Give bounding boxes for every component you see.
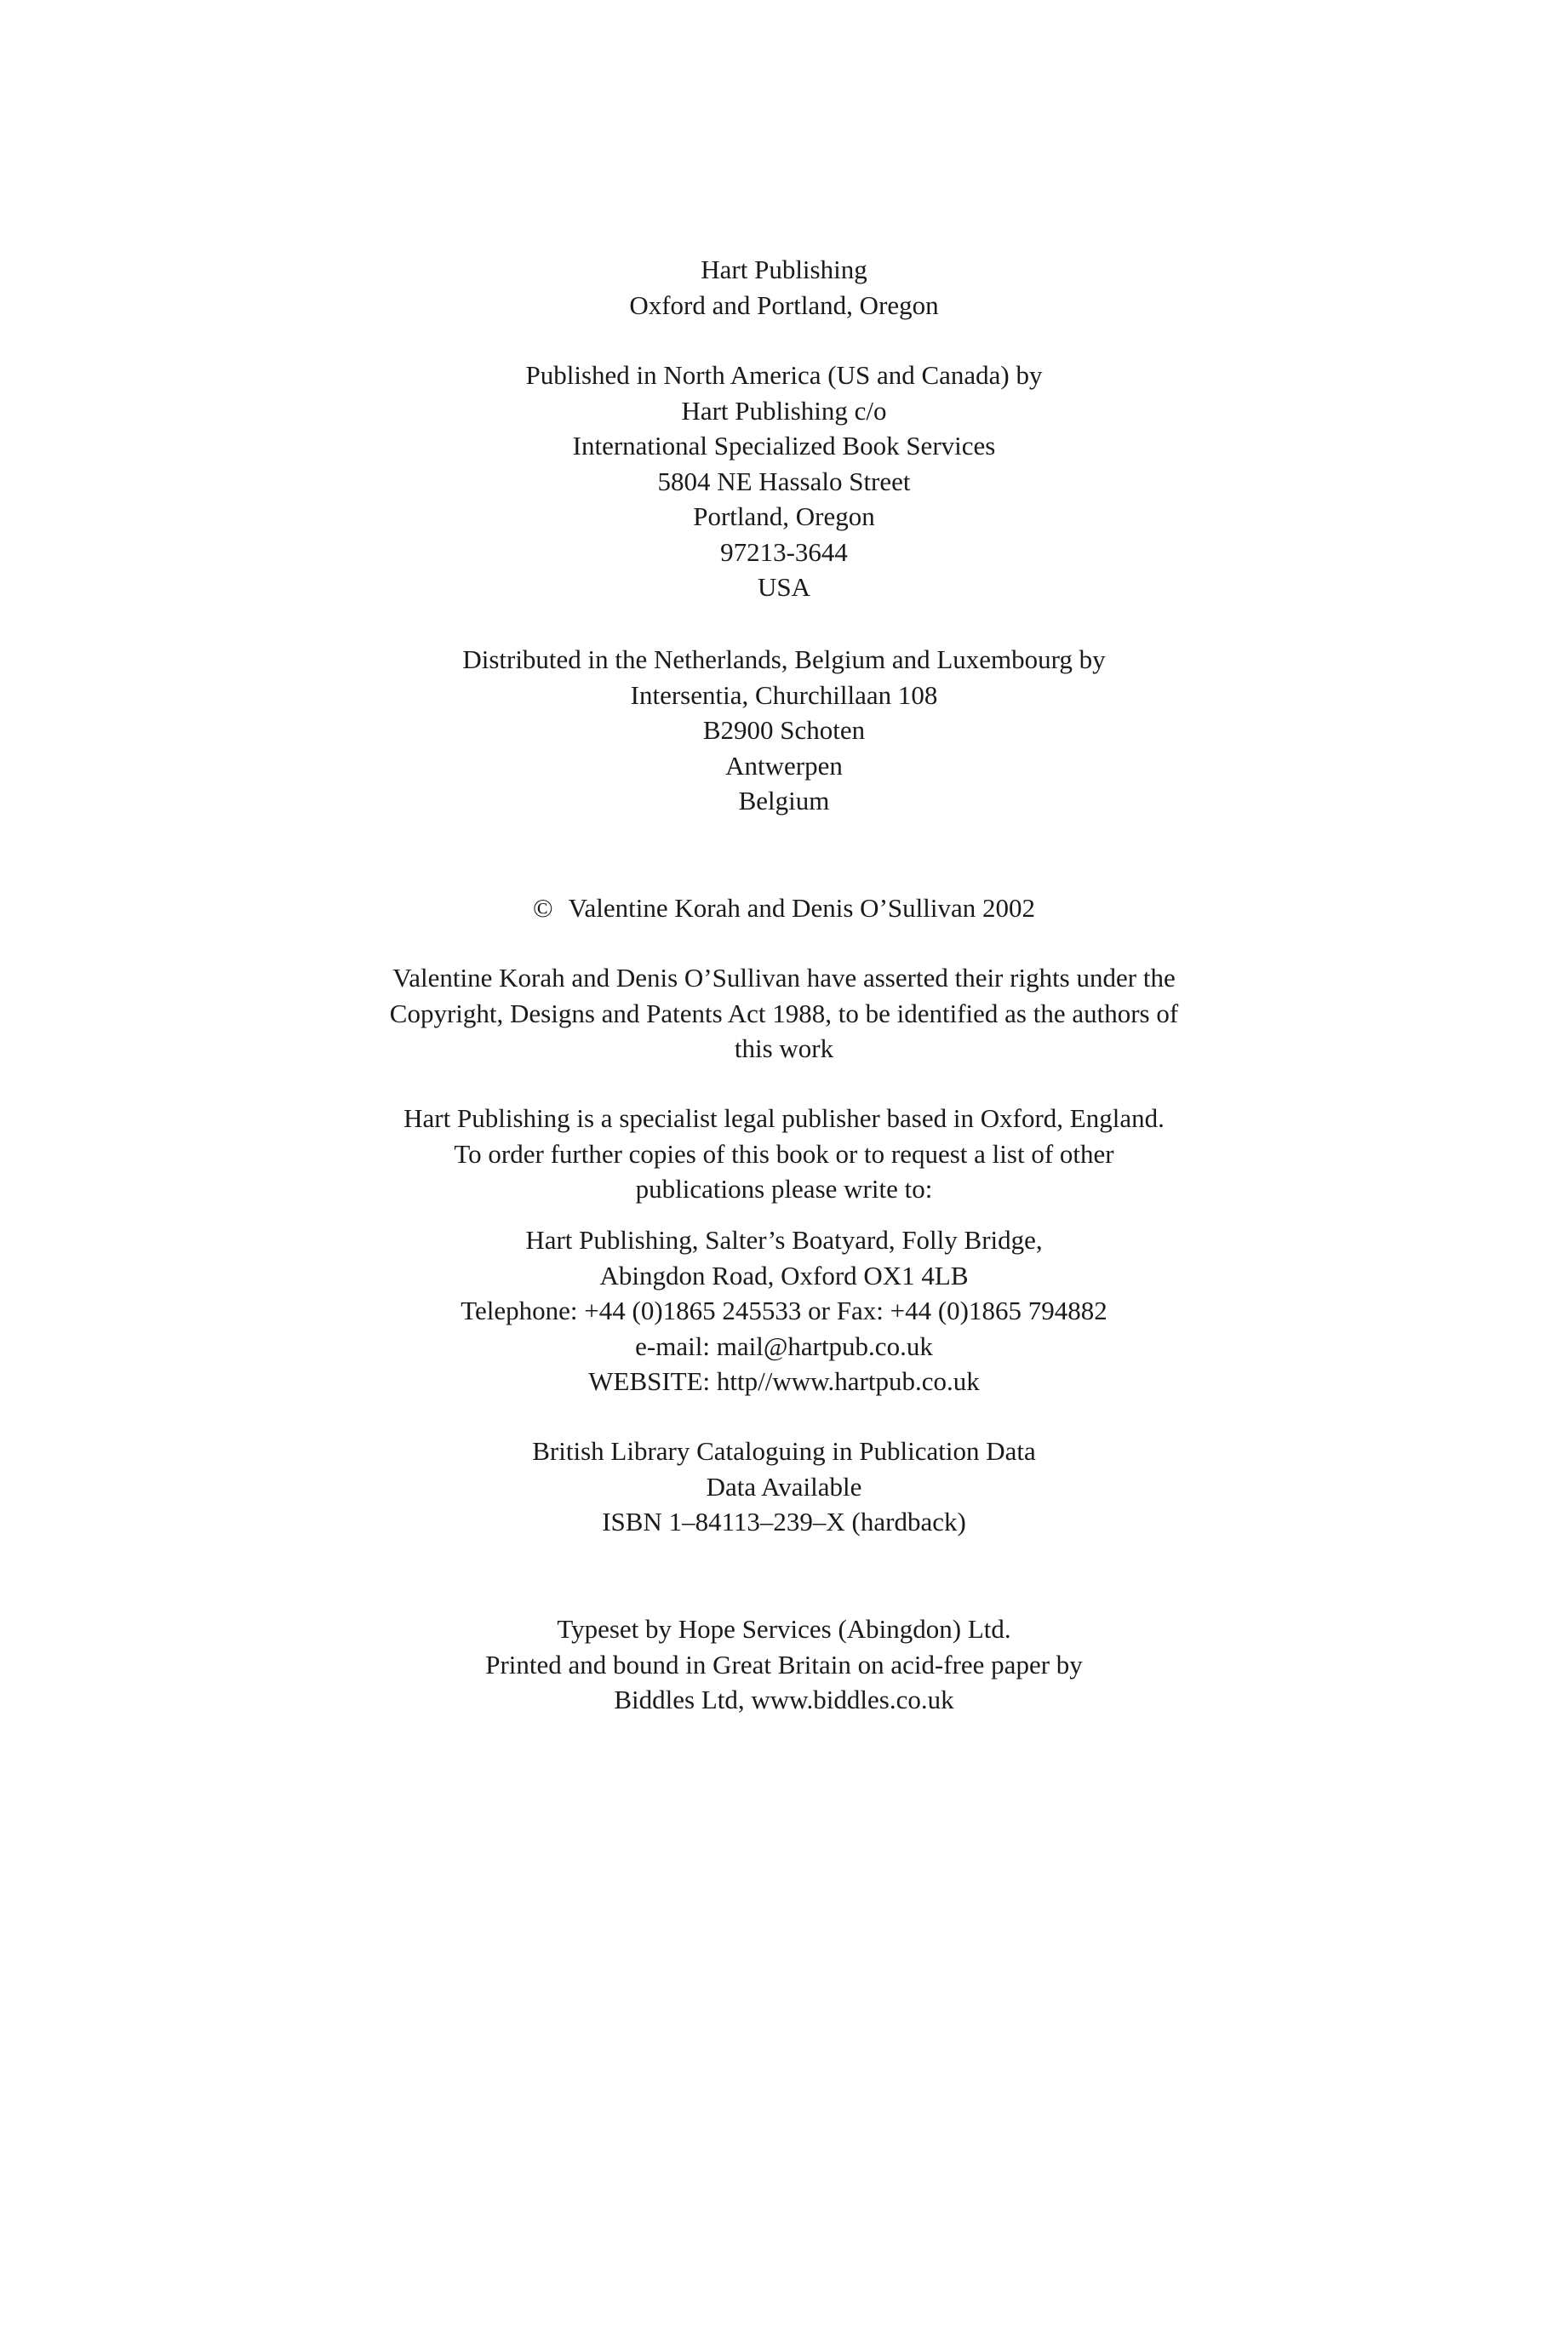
- north-america-line: 5804 NE Hassalo Street: [657, 466, 911, 496]
- rights-line: Copyright, Designs and Patents Act 1988, to be identified as the authors of: [389, 998, 1179, 1028]
- cataloguing-availability: Data Available: [706, 1471, 862, 1502]
- publisher-about: [0, 1101, 1568, 1207]
- contact-address-line-2: Abingdon Road, Oxford OX1 4LB: [599, 1260, 969, 1290]
- cataloguing-data: [0, 1434, 1568, 1540]
- about-line: publications please write to:: [635, 1174, 933, 1204]
- isbn: ISBN 1–84113–239–X (hardback): [602, 1507, 966, 1537]
- rights-line: this work: [734, 1033, 834, 1063]
- publisher-block: [0, 252, 1568, 323]
- north-america-distribution: [0, 358, 1568, 605]
- north-america-line: 97213-3644: [720, 536, 848, 567]
- about-line: Hart Publishing is a specialist legal publisher based in Oxford, England.: [403, 1103, 1165, 1133]
- publisher-contact: [0, 1222, 1568, 1399]
- contact-website: WEBSITE: http//www.hartpub.co.uk: [588, 1366, 980, 1396]
- benelux-line: Distributed in the Netherlands, Belgium and Luxembourg by: [462, 644, 1106, 674]
- benelux-line: Belgium: [738, 786, 830, 815]
- rights-line: Valentine Korah and Denis O’Sullivan have asserted their rights under the: [392, 963, 1176, 993]
- benelux-line: Intersentia, Churchillaan 108: [630, 679, 938, 710]
- publisher-name: Hart Publishing: [701, 255, 867, 284]
- copyright-line: [0, 890, 1568, 926]
- copyright-symbol: ©: [533, 893, 553, 923]
- about-line: To order further copies of this book or to request a list of other: [454, 1138, 1114, 1169]
- cataloguing-title: British Library Cataloguing in Publication Data: [532, 1436, 1036, 1466]
- contact-address-line-1: Hart Publishing, Salter’s Boatyard, Folly Bridge,: [525, 1225, 1043, 1255]
- benelux-distribution: [0, 642, 1568, 819]
- printer-credit: Printed and bound in Great Britain on acid-free paper by: [485, 1649, 1083, 1680]
- benelux-line: Antwerpen: [725, 750, 843, 781]
- typesetter-credit: Typeset by Hope Services (Abingdon) Ltd.: [557, 1614, 1011, 1644]
- moral-rights-statement: [0, 960, 1568, 1067]
- north-america-line: Published in North America (US and Canada) by: [525, 360, 1043, 390]
- north-america-line: Hart Publishing c/o: [681, 395, 887, 426]
- north-america-line: USA: [757, 572, 810, 602]
- printer-name: Biddles Ltd, www.biddles.co.uk: [614, 1685, 954, 1714]
- publisher-locations: Oxford and Portland, Oregon: [629, 289, 939, 320]
- north-america-line: International Specialized Book Services: [572, 431, 996, 461]
- copyright-notice: [0, 890, 1568, 926]
- contact-phone-fax: Telephone: +44 (0)1865 245533 or Fax: +44 (0)1865 794882: [461, 1296, 1107, 1325]
- north-america-line: Portland, Oregon: [693, 501, 875, 531]
- copyright-text: Valentine Korah and Denis O’Sullivan 2002: [568, 893, 1035, 923]
- benelux-line: B2900 Schoten: [702, 715, 866, 745]
- contact-email: e-mail: mail@hartpub.co.uk: [635, 1331, 933, 1361]
- production-credits: [0, 1611, 1568, 1718]
